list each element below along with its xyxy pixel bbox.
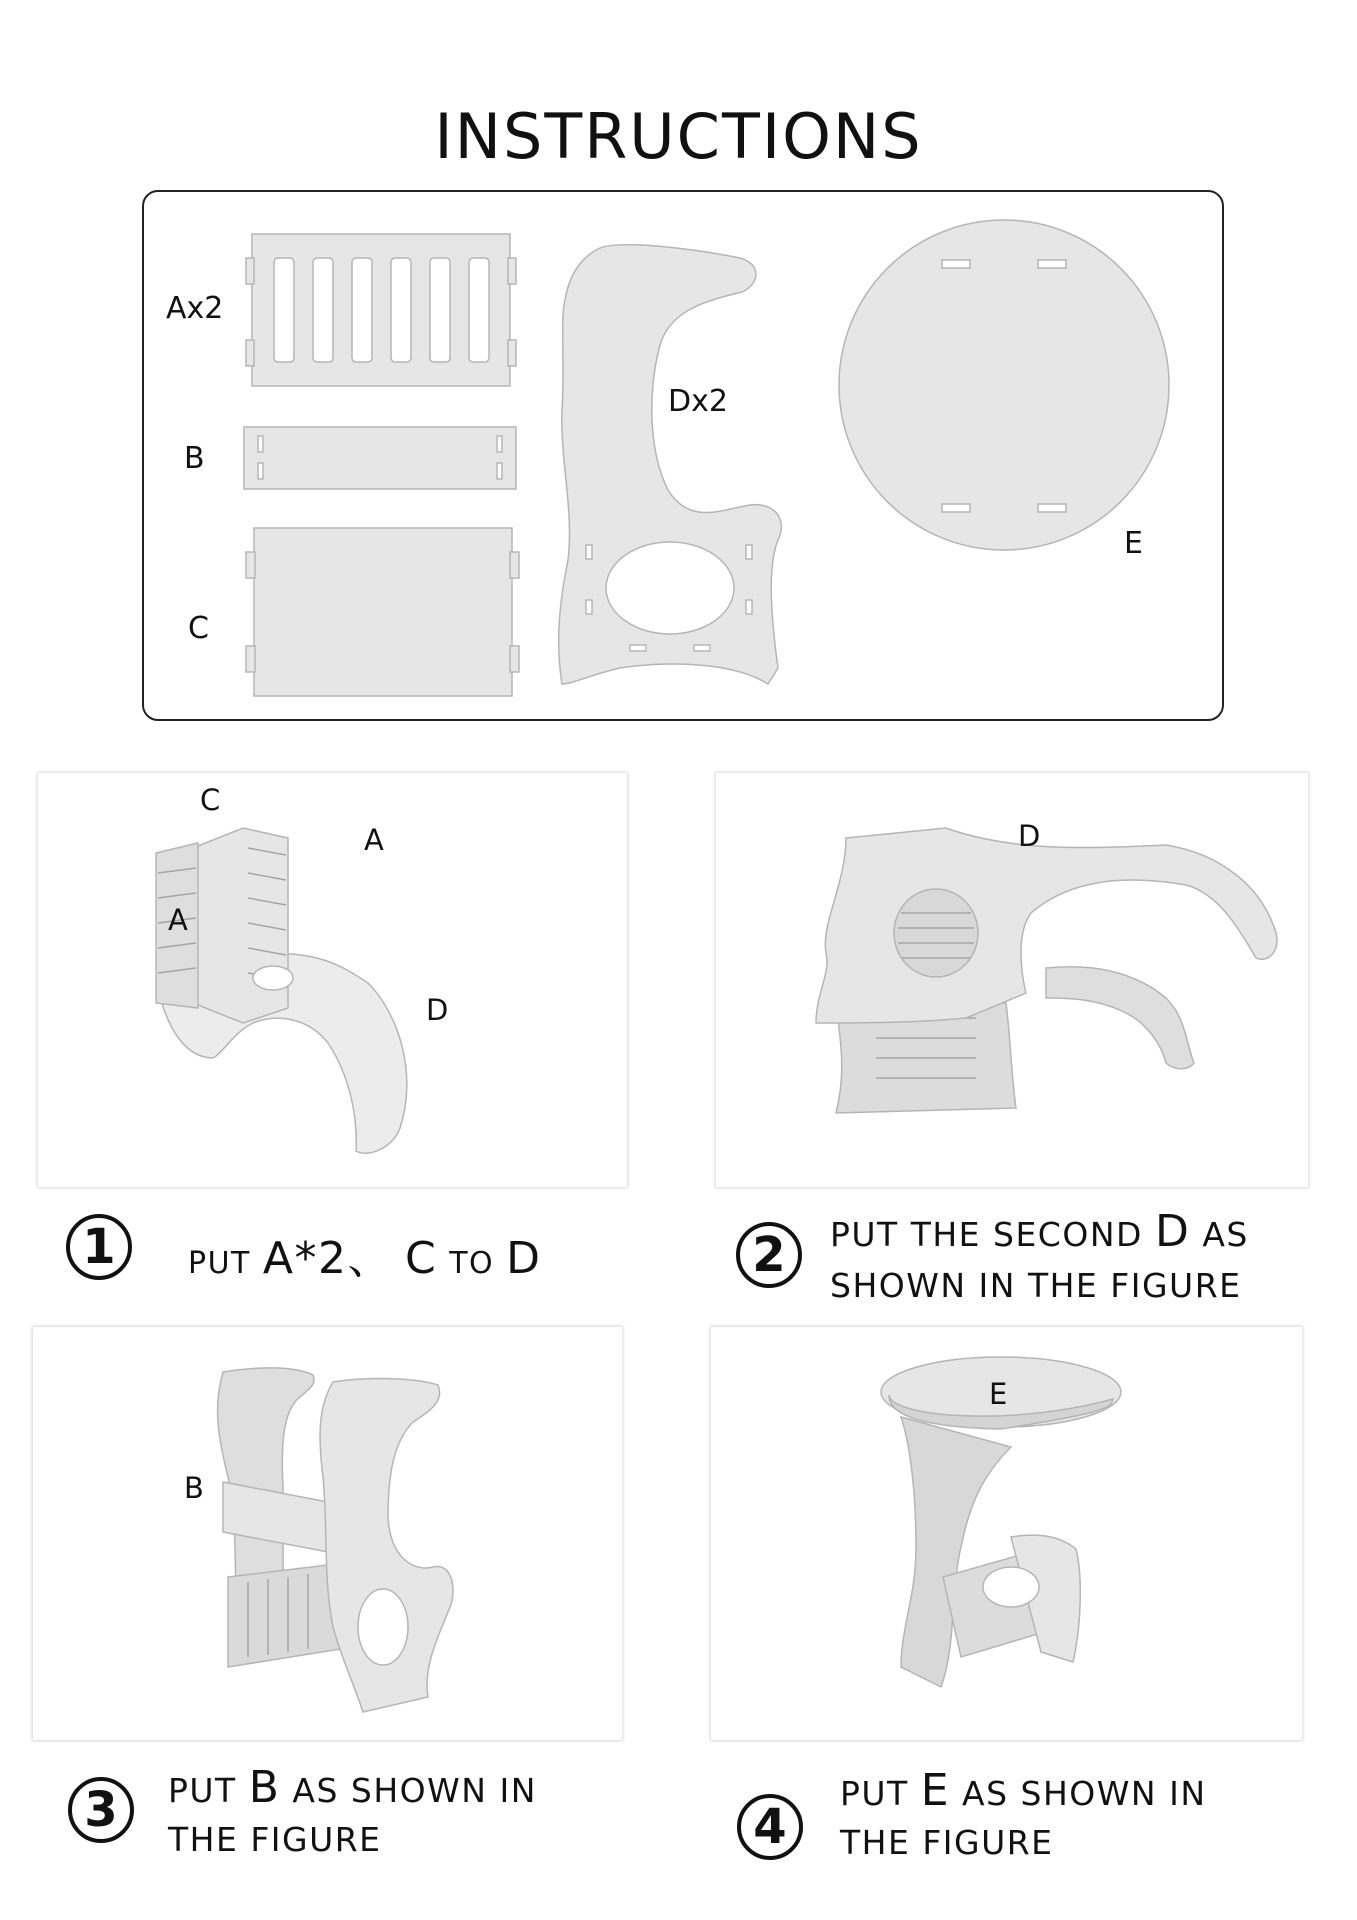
step-4-number: 4 [737,1794,803,1860]
step-3-item-b: B [248,1762,281,1813]
part-e-panel [839,220,1169,550]
step-3-instruction-line-2: THE FIGURE [168,1820,382,1859]
step-3-put: PUT [168,1771,237,1810]
step-1-item-c: C [404,1233,438,1284]
step-1-instruction [188,1222,542,1286]
step-4-figure [711,1327,1302,1740]
part-b-panel [244,427,516,489]
part-c-panel [246,528,519,696]
step-4-text-post: AS SHOWN IN [962,1774,1207,1813]
part-e-label: E [1124,526,1143,561]
step-1-number: 1 [66,1214,132,1280]
step-2-instruction-line-2: SHOWN IN THE FIGURE [830,1266,1242,1305]
step-3-instruction-line-1 [168,1762,537,1813]
page-title: INSTRUCTIONS [434,100,923,173]
step-4-instruction-line-1 [840,1765,1207,1816]
step-2-instruction-line-1 [830,1206,1249,1257]
step-1-figure [38,773,627,1187]
step-3-illustration [33,1327,622,1740]
step-2-item-d: D [1154,1206,1191,1257]
part-d-label: Dx2 [668,384,728,419]
part-a-label: Ax2 [166,291,224,326]
step-1-label-c: C [200,783,221,817]
step-1-illustration [38,773,627,1187]
step-1-put: PUT [188,1246,251,1281]
step-1-item-a: A*2、 [262,1233,393,1284]
step-3-number: 3 [68,1777,134,1843]
step-3-label-b: B [184,1471,204,1505]
step-4-instruction-line-2: THE FIGURE [840,1823,1054,1862]
step-2-illustration [716,773,1308,1187]
parts-illustration [0,0,1357,760]
step-1-item-d: D [506,1233,542,1284]
step-1-label-d: D [426,993,449,1027]
step-4-put: PUT [840,1774,909,1813]
step-3-figure [33,1327,622,1740]
part-b-label: B [184,441,205,476]
step-4-item-e: E [920,1765,951,1816]
step-2-figure [716,773,1308,1187]
step-4-label-e: E [989,1377,1008,1411]
step-2-text-post: AS [1202,1215,1249,1254]
step-1-label-a-right: A [364,823,384,857]
step-2-label-d: D [1018,819,1041,853]
step-3-text-post: AS SHOWN IN [292,1771,537,1810]
part-c-label: C [188,611,209,646]
step-2-number: 2 [736,1222,802,1288]
part-a-panel [246,234,516,386]
step-1-label-a-left: A [168,903,188,937]
part-d-panel [559,245,782,684]
step-1-to: TO [449,1246,495,1281]
step-2-text-pre: PUT THE SECOND [830,1215,1143,1254]
